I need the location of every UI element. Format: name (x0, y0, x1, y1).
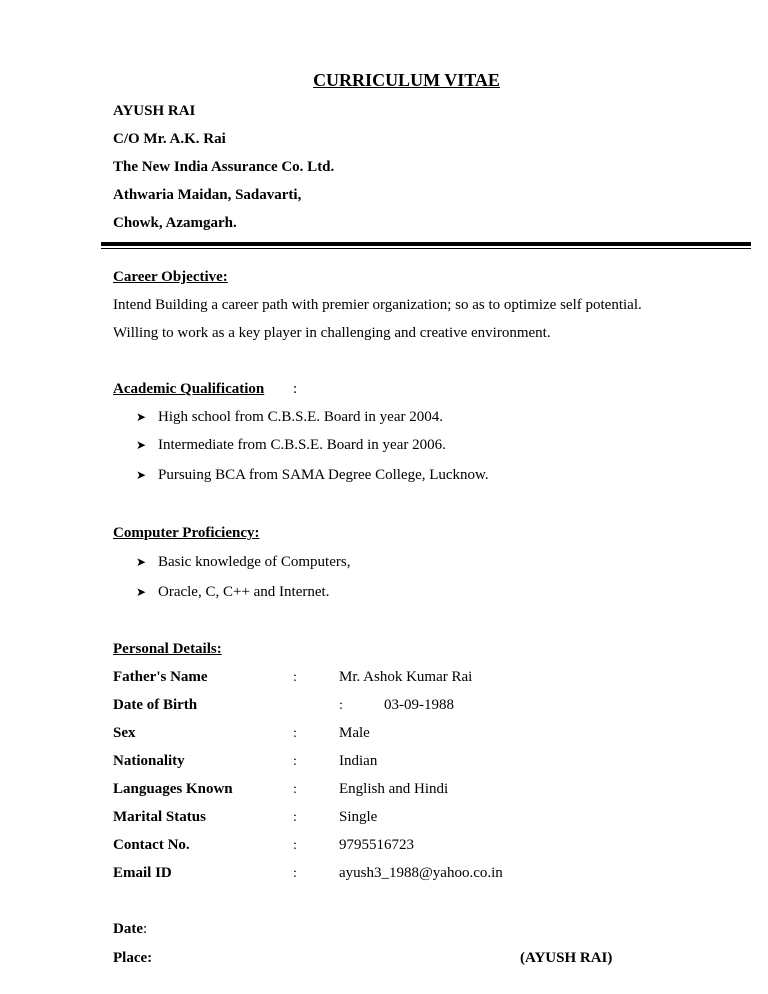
document-title: CURRICULUM VITAE (313, 70, 500, 90)
arrow-bullet-icon: ➤ (136, 410, 147, 424)
academic-qualification-heading: Academic Qualification (113, 381, 265, 397)
arrow-bullet-icon: ➤ (136, 555, 147, 569)
detail-label: Contact No. (113, 837, 190, 853)
list-item (136, 467, 489, 484)
list-item-text: Intermediate from C.B.S.E. Board in year 2006. (158, 437, 446, 453)
detail-label: Father's Name (113, 669, 208, 685)
list-item (136, 554, 350, 571)
career-objective-heading: Career Objective: (113, 269, 228, 285)
arrow-bullet-icon: ➤ (136, 585, 147, 599)
detail-colon: : (293, 726, 297, 741)
detail-value: Single (339, 809, 378, 825)
detail-label: Sex (113, 725, 136, 741)
detail-value: Mr. Ashok Kumar Rai (339, 669, 473, 685)
detail-colon: : (293, 838, 297, 853)
date-colon: : (143, 921, 148, 937)
list-item-text: Oracle, C, C++ and Internet. (158, 584, 330, 600)
list-item (136, 437, 446, 454)
date-field (113, 921, 147, 938)
arrow-bullet-icon: ➤ (136, 438, 147, 452)
address-line: C/O Mr. A.K. Rai (113, 131, 226, 147)
candidate-name: AYUSH RAI (113, 103, 196, 119)
detail-label: Nationality (113, 753, 185, 769)
address-line: Athwaria Maidan, Sadavarti, (113, 187, 302, 203)
personal-details-heading: Personal Details: (113, 641, 222, 657)
detail-value: Indian (339, 753, 378, 769)
detail-colon: : (293, 866, 297, 881)
list-item (136, 584, 329, 601)
list-item-text: High school from C.B.S.E. Board in year 2004. (158, 409, 443, 425)
signature-name: (AYUSH RAI) (520, 950, 613, 966)
computer-proficiency-heading: Computer Proficiency: (113, 525, 260, 541)
detail-colon: : (293, 670, 297, 685)
arrow-bullet-icon: ➤ (136, 468, 147, 482)
header-divider-thick (101, 242, 751, 246)
date-label: Date (113, 921, 143, 937)
detail-value: 03-09-1988 (384, 697, 454, 713)
detail-value: English and Hindi (339, 781, 449, 797)
detail-label: Date of Birth (113, 697, 198, 713)
academic-heading-colon: : (293, 381, 298, 397)
list-item-text: Pursuing BCA from SAMA Degree College, Lucknow. (158, 467, 489, 483)
detail-value: Male (339, 725, 370, 741)
detail-label: Email ID (113, 865, 172, 881)
detail-label: Languages Known (113, 781, 233, 797)
place-label: Place: (113, 950, 153, 966)
detail-colon: : (339, 698, 343, 713)
address-line: The New India Assurance Co. Ltd. (113, 159, 335, 175)
detail-colon: : (293, 754, 297, 769)
career-objective-line: Willing to work as a key player in challenging and creative environment. (113, 325, 551, 341)
detail-value: ayush3_1988@yahoo.co.in (339, 865, 503, 881)
career-objective-line: Intend Building a career path with premier organization; so as to optimize self potential. (113, 297, 642, 313)
list-item-text: Basic knowledge of Computers, (158, 554, 351, 570)
detail-label: Marital Status (113, 809, 206, 825)
detail-value: 9795516723 (339, 837, 414, 853)
list-item (136, 409, 443, 426)
address-line: Chowk, Azamgarh. (113, 215, 237, 231)
detail-colon: : (293, 782, 297, 797)
detail-colon: : (293, 810, 297, 825)
header-divider-thin (101, 248, 751, 249)
